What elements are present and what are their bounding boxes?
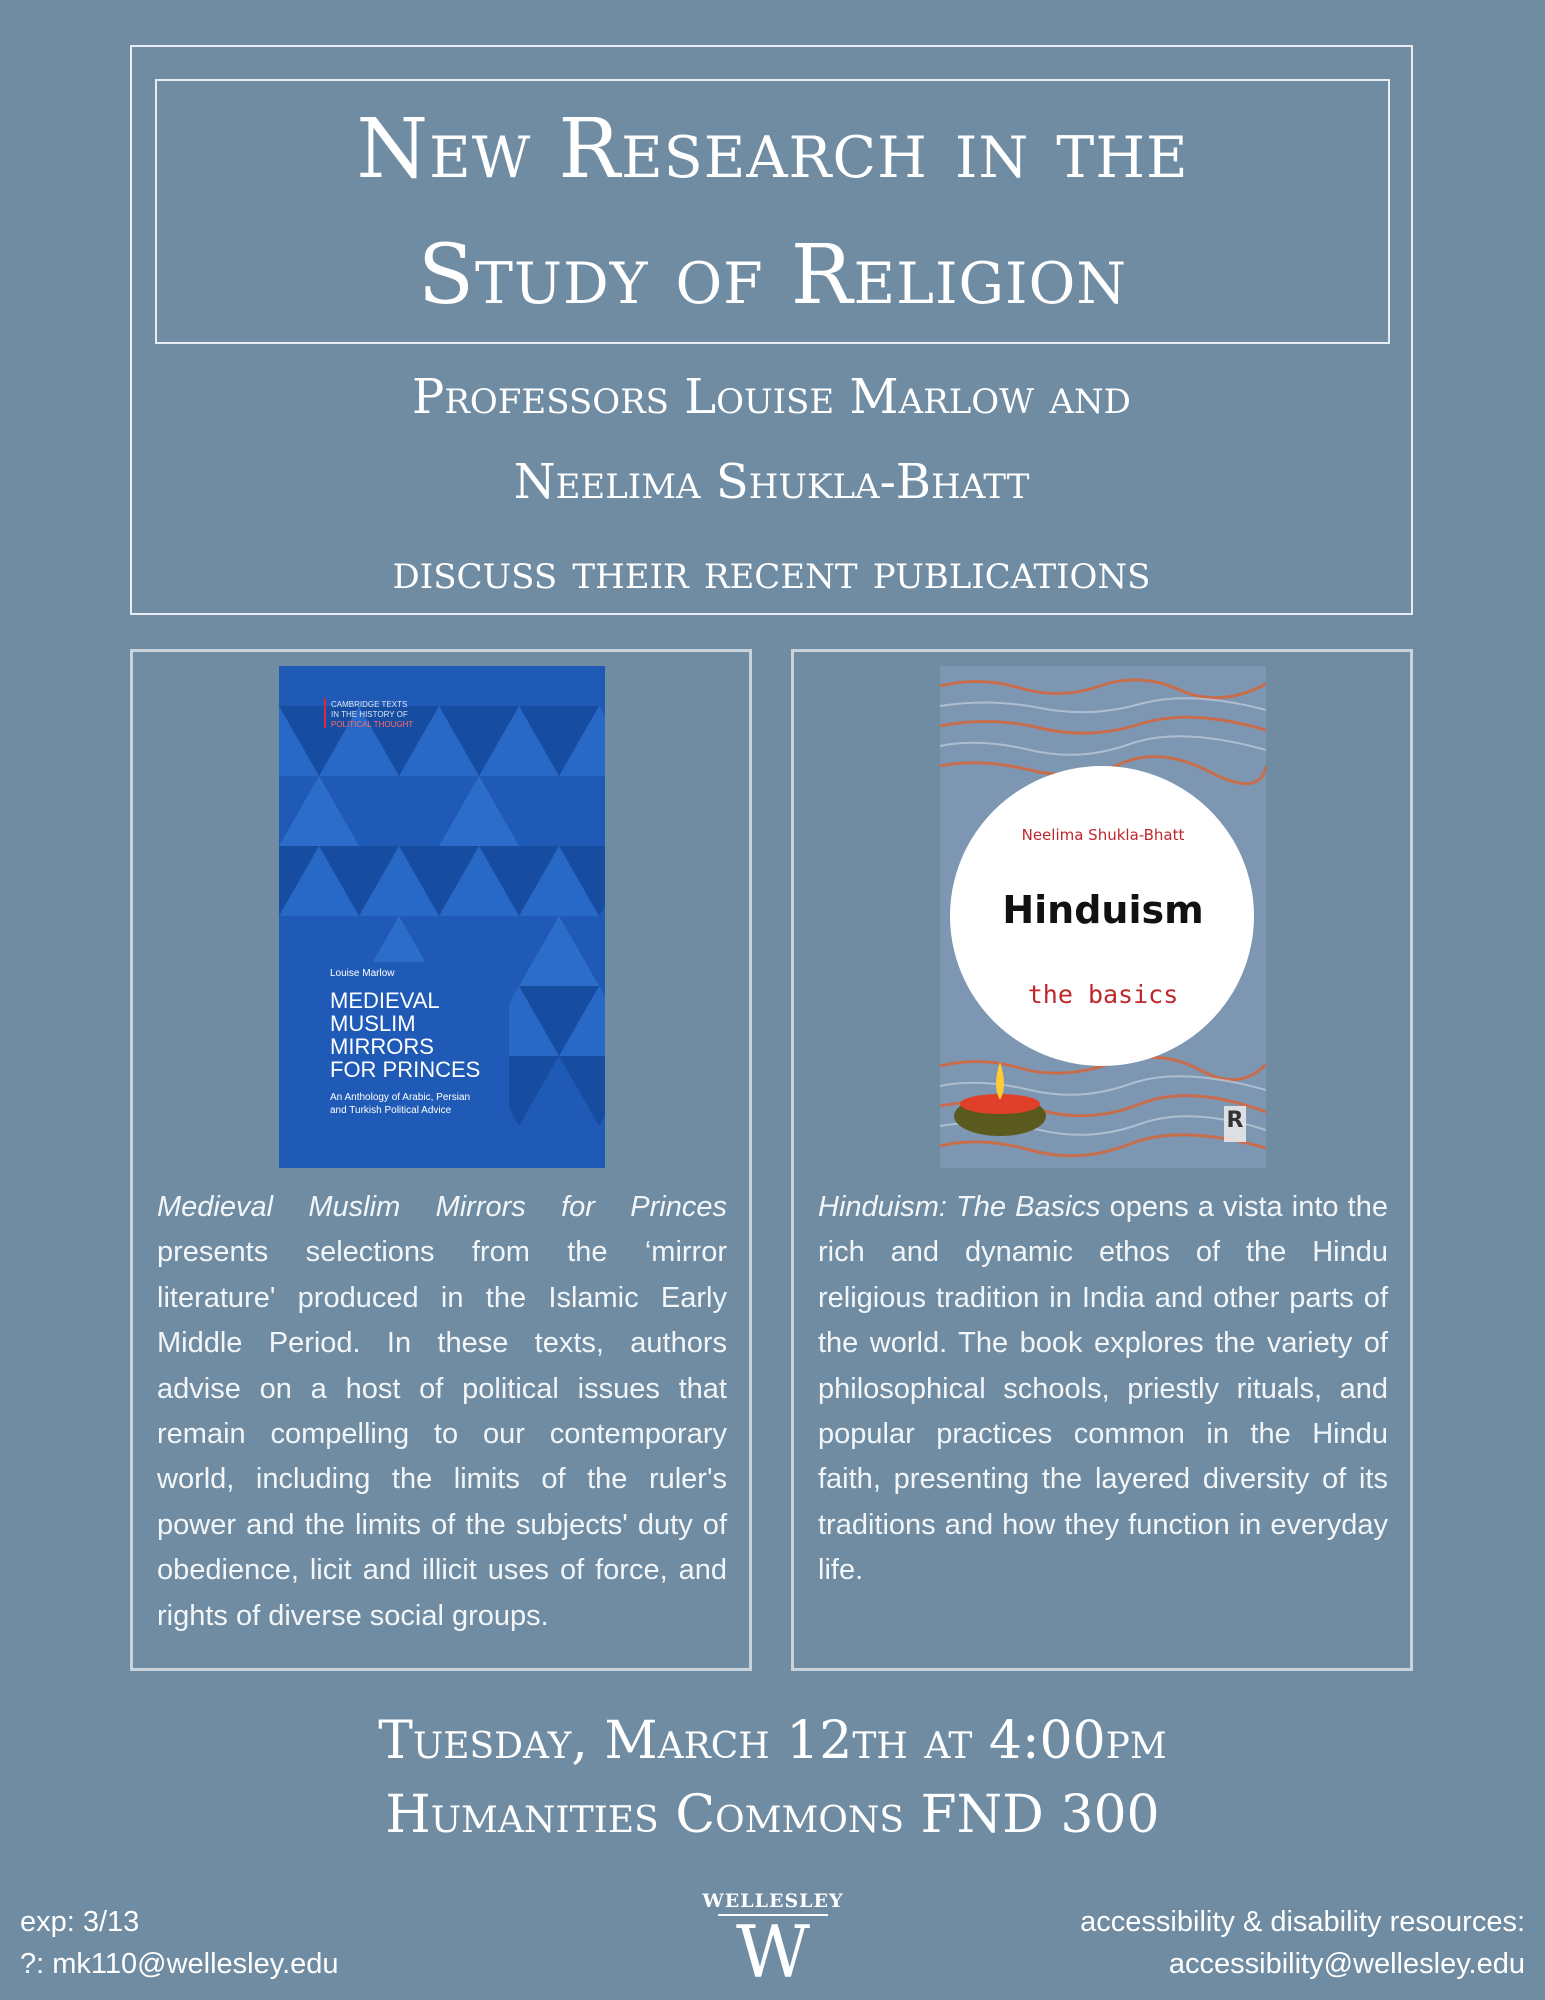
title-line-1: New Research in the [356, 102, 1189, 197]
professors-line-1: Professors Louise Marlow and [412, 369, 1131, 425]
accessibility-email[interactable]: accessibility@wellesley.edu [1168, 1948, 1525, 1980]
book-cover-medieval-muslim-mirrors [279, 666, 605, 1168]
cover-title-hinduism: Hinduism [1002, 888, 1204, 932]
cover-author: Louise Marlow [330, 968, 395, 979]
professors-line-2: Neelima Shukla-Bhatt [513, 454, 1030, 510]
title-box [155, 79, 1390, 344]
cover-subtitle-line-1: An Anthology of Arabic, Persian [330, 1092, 471, 1103]
tagline: discuss their recent publications [392, 544, 1151, 600]
logo-letter-w: W [735, 1910, 810, 1994]
expiry-date: exp: 3/13 [20, 1906, 140, 1938]
book-cover-hinduism-basics [940, 666, 1266, 1168]
cover-subtitle-line-2: and Turkish Political Advice [330, 1105, 452, 1116]
accessibility-label: accessibility & disability resources: [1080, 1906, 1525, 1938]
title-line-2: Study of Religion [417, 228, 1128, 323]
series-line-2: IN THE HISTORY OF [331, 710, 408, 719]
cover-title-line-1: MEDIEVAL [330, 988, 440, 1013]
cover-title-line-2: MUSLIM [330, 1011, 416, 1036]
cover-author-hinduism: Neelima Shukla-Bhatt [1021, 826, 1185, 844]
event-datetime: Tuesday, March 12th at 4:00pm [378, 1711, 1167, 1771]
book-title-italic: Hinduism: The Basics [818, 1191, 1101, 1223]
wellesley-logo [700, 1890, 846, 1994]
book-title-italic: Medieval Muslim Mirrors for Princes [157, 1191, 727, 1223]
series-line-3: POLITICAL THOUGHT [331, 720, 414, 729]
event-location: Humanities Commons FND 300 [385, 1785, 1160, 1845]
book-description-left [157, 1185, 727, 1639]
publisher-logo-icon: R [1226, 1108, 1244, 1133]
cover-subtitle-hinduism: the basics [1027, 980, 1179, 1009]
contact-email: ?: mk110@wellesley.edu [20, 1948, 339, 1980]
cover-title-line-4: FOR PRINCES [330, 1057, 481, 1082]
logo-wordmark: WELLESLEY [702, 1890, 844, 1912]
book-description-text: presents selections from the ‘mirror literature' produced in the Islamic Early Middle Period. In these texts, authors advise on a host of political issues that remain compelling to our contemporary world, including the limits of the ruler's power and the limits of the subjects' duty of obedience, licit and illicit uses of force, and rights of diverse social groups. [157, 1236, 727, 1632]
book-description-right [818, 1185, 1388, 1594]
book-description-text: opens a vista into the rich and dynamic ethos of the Hindu religious tradition in India and other parts of the world. The book explores the variety of philosophical schools, priestly rituals, and popular practices common in the Hindu faith, presenting the layered diversity of its traditions and how they function in everyday life. [818, 1191, 1388, 1587]
series-line-1: CAMBRIDGE TEXTS [331, 700, 408, 709]
cover-title-line-3: MIRRORS [330, 1034, 434, 1059]
